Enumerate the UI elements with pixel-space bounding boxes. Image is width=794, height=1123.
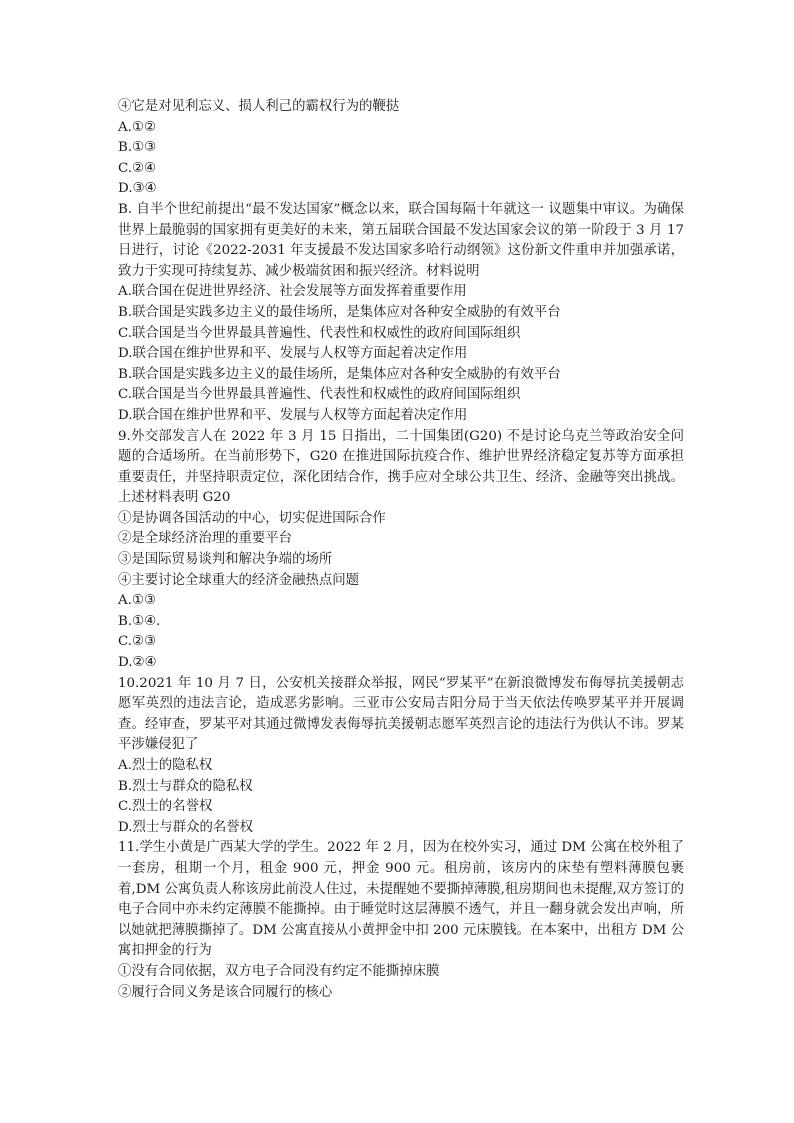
q11-statement-2: ②履行合同义务是该合同履行的核心 xyxy=(118,984,333,1000)
q10-option-a: A.烈士的隐私权 xyxy=(118,758,213,773)
q7-option-a: A.①② xyxy=(118,119,156,135)
q7-option-d: D.③④ xyxy=(118,181,157,197)
q11-statement-1: ①没有合同依据，双方电子合同没有约定不能撕掉床膜 xyxy=(118,963,440,979)
q7-statement-4: ④它是对见利忘义、损人利己的霸权行为的鞭挞 xyxy=(118,99,400,114)
q7-option-b: B.①③ xyxy=(118,140,157,156)
q8-option: B.联合国是实践多边主义的最佳场所，是集体应对各种安全威胁的有效平台 xyxy=(118,304,561,320)
q9-statement: ④主要讨论全球重大的经济金融热点问题 xyxy=(118,572,360,588)
q7-option-c: C.②④ xyxy=(118,160,157,176)
q10-stem: 10.2021 年 10 月 7 日，公安机关接群众举报，网民“罗某平”在新浪微博发布侮辱抗美援朝志愿军英烈的违法言论，造成恶劣影响。三亚市公安局吉阳分局于当天依法传唤罗某平并开展调查。经审查，罗某平对其通过微博发表侮辱抗美援朝志愿军英烈言论的违法行为供认不讳。罗某平涉嫌侵犯了 xyxy=(118,675,684,753)
q9-statement: ①是协调各国活动的中心，切实促进国际合作 xyxy=(118,510,386,526)
q9-option-d: D.②④ xyxy=(118,655,157,671)
q9-statement: ②是全球经济治理的重要平台 xyxy=(118,531,293,547)
q8-option: D.联合国在维护世界和平、发展与人权等方面起着决定作用 xyxy=(118,346,468,362)
q10-option-b: B.烈士与群众的隐私权 xyxy=(118,778,253,794)
q10-option-c: C.烈士的名誉权 xyxy=(118,799,213,815)
q9-option-c: C.②③ xyxy=(118,634,157,650)
q9-option-b: B.①④. xyxy=(118,613,161,629)
q8-option: D.联合国在维护世界和平、发展与人权等方面起着决定作用 xyxy=(118,407,468,423)
q8-option: C.联合国是当今世界最具普遍性、代表性和权威性的政府间国际组织 xyxy=(118,325,521,341)
q8-option: B.联合国是实践多边主义的最佳场所，是集体应对各种安全威胁的有效平台 xyxy=(118,366,561,382)
q9-stem: 9.外交部发言人在 2022 年 3 月 15 日指出，二十国集团(G20) 不是讨论乌克兰等政治安全问题的合适场所。在当前形势下，G20 在推进国际抗疫合作、维护世界经济稳定复苏等方面承担重要责任，并坚持职责定位，深化团结合作，携手应对全球公共卫生、经济、金融等突出挑战。上述材料表明 G20 xyxy=(118,428,684,506)
q11-stem: 11.学生小黄是广西某大学的学生。2022 年 2 月，因为在校外实习，通过 DM 公寓在校外租了一套房，租期一个月，租金 900 元，押金 900 元。租房前，该房内的床垫有塑料薄膜包裹着,DM 公寓负责人称该房此前没人住过，未提醒她不要撕掉薄膜,租房期间也未提醒,双方签订的电子合同中亦未约定薄膜不能撕掉。由于睡觉时这层薄膜不透气，并且一翻身就会发出声响，所以她就把薄膜撕掉了。DM 公寓直接从小黄押金中扣 200 元床膜钱。在本案中，出租方 DM 公寓扣押金的行为 xyxy=(118,840,684,959)
q10-option-d: D.烈士与群众的名誉权 xyxy=(118,819,254,835)
q8-stem: B. 自半个世纪前提出“最不发达国家”概念以来，联合国每隔十年就这一 议题集中审议。为确保世界上最脆弱的国家拥有更美好的未来，第五届联合国最不发达国家会议的第一阶段于 3 月 17 日进行，讨论《2022-2031 年支援最不发达国家多哈行动纲领》这份新文件重申并加强承诺，致力于实现可持续复苏、减少极端贫困和振兴经济。材料说明 xyxy=(118,201,684,279)
q8-option: C.联合国是当今世界最具普遍性、代表性和权威性的政府间国际组织 xyxy=(118,387,521,403)
q8-option: A.联合国在促进世界经济、社会发展等方面发挥着重要作用 xyxy=(118,284,467,300)
exam-page-content xyxy=(118,97,684,1003)
q9-option-a: A.①③ xyxy=(118,593,156,609)
q9-statement: ③是国际贸易谈判和解决争端的场所 xyxy=(118,552,333,568)
